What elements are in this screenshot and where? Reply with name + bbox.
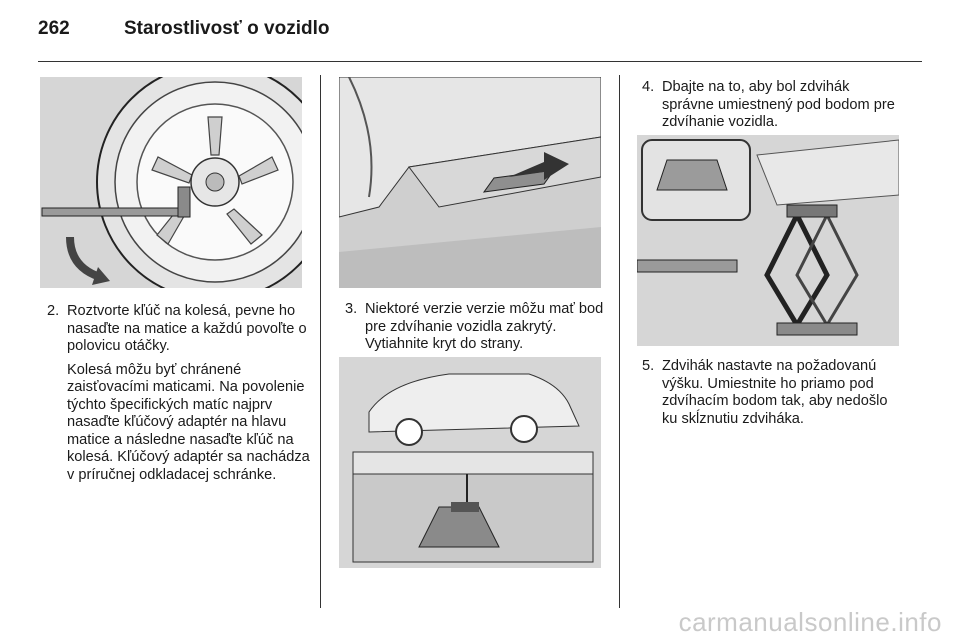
watermark: carmanualsonline.info [678,607,942,637]
step-number: 2. [47,303,60,319]
step-number: 5. [642,358,655,374]
wheel-wrench-illustration [40,77,302,288]
step-note: Kolesá môžu byť chránené zaisťovacími maticami. Na povolenie týchto špecifických matíc najprv nasaďte kľúčový adaptér na hlavu matice a následne nasaďte kľúč na kolesá. Kľúčový adaptér sa nachádza v príručnej odkladacej schránke. [67,361,310,483]
car-jack-position-illustration [339,357,601,568]
step-text: Niektoré verzie verzie môžu mať bod pre zdvíhanie vozidla zakrytý. Vytiahnite kryt do strany. [365,301,604,352]
step-5 [642,358,904,428]
step-text: Roztvorte kľúč na kolesá, pevne ho nasaďte na matice a každú povoľte o polovicu otáčky. [67,303,307,354]
step-number: 4. [642,79,655,95]
column-divider-1 [320,75,321,608]
step-3 [345,301,613,354]
page-header [38,18,329,40]
jack-under-lifting-point-illustration [637,135,899,346]
step-4 [642,79,904,132]
step-text: Dbajte na to, aby bol zdvihák správne umiestnený pod bodom pre zdvíhanie vozidla. [662,79,895,130]
page-title: Starostlivosť o vozidlo [124,18,330,39]
page-number: 262 [38,18,70,39]
column-divider-2 [619,75,620,608]
step-number: 3. [345,301,358,317]
step-text: Zdvihák nastavte na požadovanú výšku. Umiestnite ho priamo pod zdvíhacím bodom tak, aby nedošlo ku skĺznutiu zdviháka. [662,358,888,427]
header-rule [38,61,922,62]
jacking-point-cover-illustration [339,77,601,288]
step-2 [47,303,315,484]
